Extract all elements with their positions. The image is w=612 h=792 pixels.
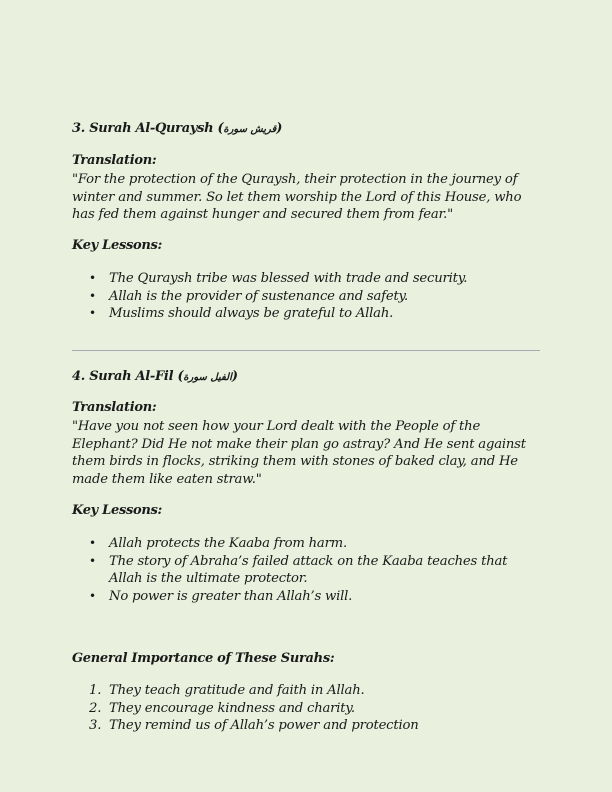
list-item: 2. They encourage kindness and charity. bbox=[89, 700, 355, 716]
quraysh-translation-text: "For the protection of the Quraysh, their protection in the journey of winter and summer. So let them worship the Lord of this House, who has fed them against hunger and secured them from fear." bbox=[72, 172, 522, 222]
fil-key-lessons-label: Key Lessons: bbox=[72, 503, 163, 518]
list-item: 3. They remind us of Allah’s power and protection bbox=[89, 718, 419, 733]
list-item: • Allah protects the Kaaba from harm. bbox=[72, 535, 542, 553]
quraysh-key-lessons-label: Key Lessons: bbox=[72, 238, 163, 253]
list-number: 3. bbox=[89, 718, 102, 733]
list-number: 2. bbox=[89, 700, 102, 716]
list-item: • Muslims should always be grateful to Allah. bbox=[72, 305, 542, 323]
fil-translation-label: Translation: bbox=[72, 400, 157, 415]
surah-quraysh-heading: 3. Surah Al-Quraysh (قريش سورة) bbox=[72, 121, 283, 136]
list-item: • Allah is the provider of sustenance and safety. bbox=[72, 288, 542, 306]
list-item: 1. They teach gratitude and faith in Allah. bbox=[89, 683, 365, 698]
section-divider bbox=[72, 350, 540, 351]
fil-lessons-list bbox=[72, 535, 542, 605]
list-item: • The Quraysh tribe was blessed with trade and security. bbox=[72, 270, 542, 288]
surah-fil-arabic-name: الفيل سورة bbox=[183, 372, 232, 383]
quraysh-translation-label: Translation: bbox=[72, 153, 157, 168]
fil-translation-text: "Have you not seen how your Lord dealt with the People of the Elephant? Did He not make their plan go astray? And He sent against them birds in flocks, striking them with stones of baked clay, and He made them like eaten straw." bbox=[72, 419, 526, 487]
surah-fil-heading: 4. Surah Al-Fil (الفيل سورة) bbox=[72, 369, 238, 384]
list-number: 1. bbox=[89, 683, 102, 698]
importance-list bbox=[72, 682, 542, 735]
list-item: • No power is greater than Allah’s will. bbox=[72, 588, 542, 606]
surah-quraysh-arabic-name: قريش سورة bbox=[223, 124, 277, 135]
quraysh-lessons-list bbox=[72, 270, 542, 323]
list-item: • The story of Abraha’s failed attack on the Kaaba teaches that Allah is the ultimate protector. bbox=[72, 553, 542, 588]
general-importance-heading: General Importance of These Surahs: bbox=[72, 651, 335, 666]
